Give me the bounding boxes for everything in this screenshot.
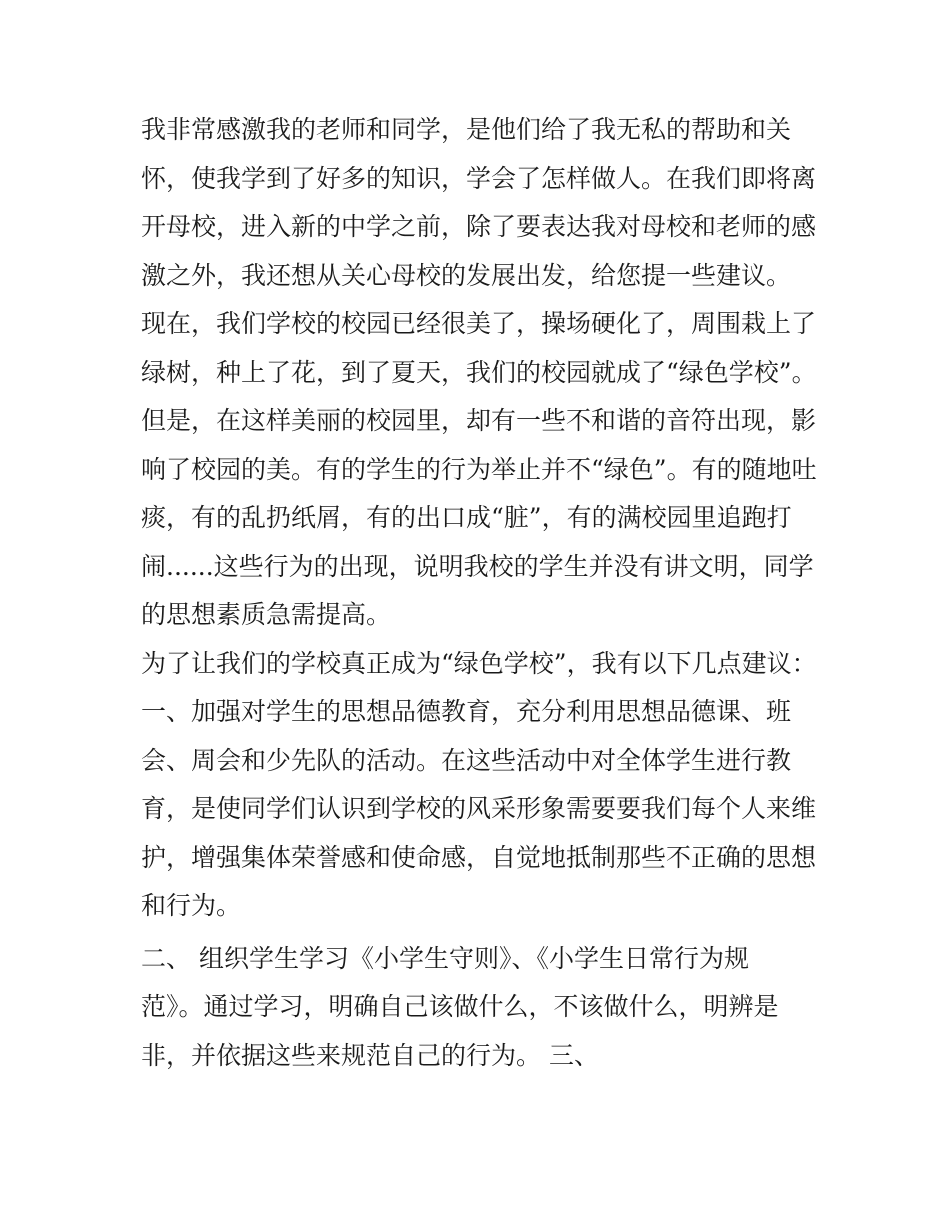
- text-line: 范》。通过学习，明确自己该做什么，不该做什么，明辨是: [141, 992, 779, 1021]
- text-line: 痰，有的乱扔纸屑，有的出口成“脏”，有的满校园里追跑打: [141, 503, 792, 532]
- text-line: 但是，在这样美丽的校园里，却有一些不和谐的音符出现，影: [141, 406, 817, 435]
- text-line: 的思想素质急需提高。: [141, 600, 392, 629]
- text-line: 会、周会和少先队的活动。在这些活动中对全体学生进行教: [141, 745, 792, 775]
- text-line: 开母校，进入新的中学之前，除了要表达我对母校和老师的感: [141, 212, 817, 241]
- text-line: 激之外，我还想从关心母校的发展出发，给您提一些建议。: [141, 260, 792, 290]
- text-line: 绿树，种上了花，到了夏天，我们的校园就成了“绿色学校”。: [141, 357, 817, 387]
- text-line: 为了让我们的学校真正成为“绿色学校”，我有以下几点建议：: [141, 648, 817, 678]
- text-line: 我非常感激我的老师和同学，是他们给了我无私的帮助和关: [141, 115, 792, 144]
- text-line: 育，是使同学们认识到学校的风采形象需要要我们每个人来维: [141, 794, 817, 823]
- text-line: 响了校园的美。有的学生的行为举止并不“绿色”。有的随地吐: [141, 454, 817, 484]
- text-line: 二、 组织学生学习《小学生守则》、《小学生日常行为规: [141, 943, 749, 973]
- text-line: 怀，使我学到了好多的知识，学会了怎样做人。在我们即将离: [141, 163, 817, 193]
- text-line: 和行为。: [141, 891, 242, 920]
- document-body: [141, 106, 821, 1080]
- text-line: 闹......这些行为的出现，说明我校的学生并没有讲文明，同学: [141, 551, 814, 581]
- text-line: 非，并依据这些来规范自己的行为。 三、: [141, 1040, 599, 1070]
- text-line: 一、加强对学生的思想品德教育，充分利用思想品德课、班: [141, 697, 792, 726]
- text-line: 现在，我们学校的校园已经很美了，操场硬化了，周围栽上了: [141, 309, 817, 338]
- text-line: 护，增强集体荣誉感和使命感，自觉地抵制那些不正确的思想: [141, 842, 817, 872]
